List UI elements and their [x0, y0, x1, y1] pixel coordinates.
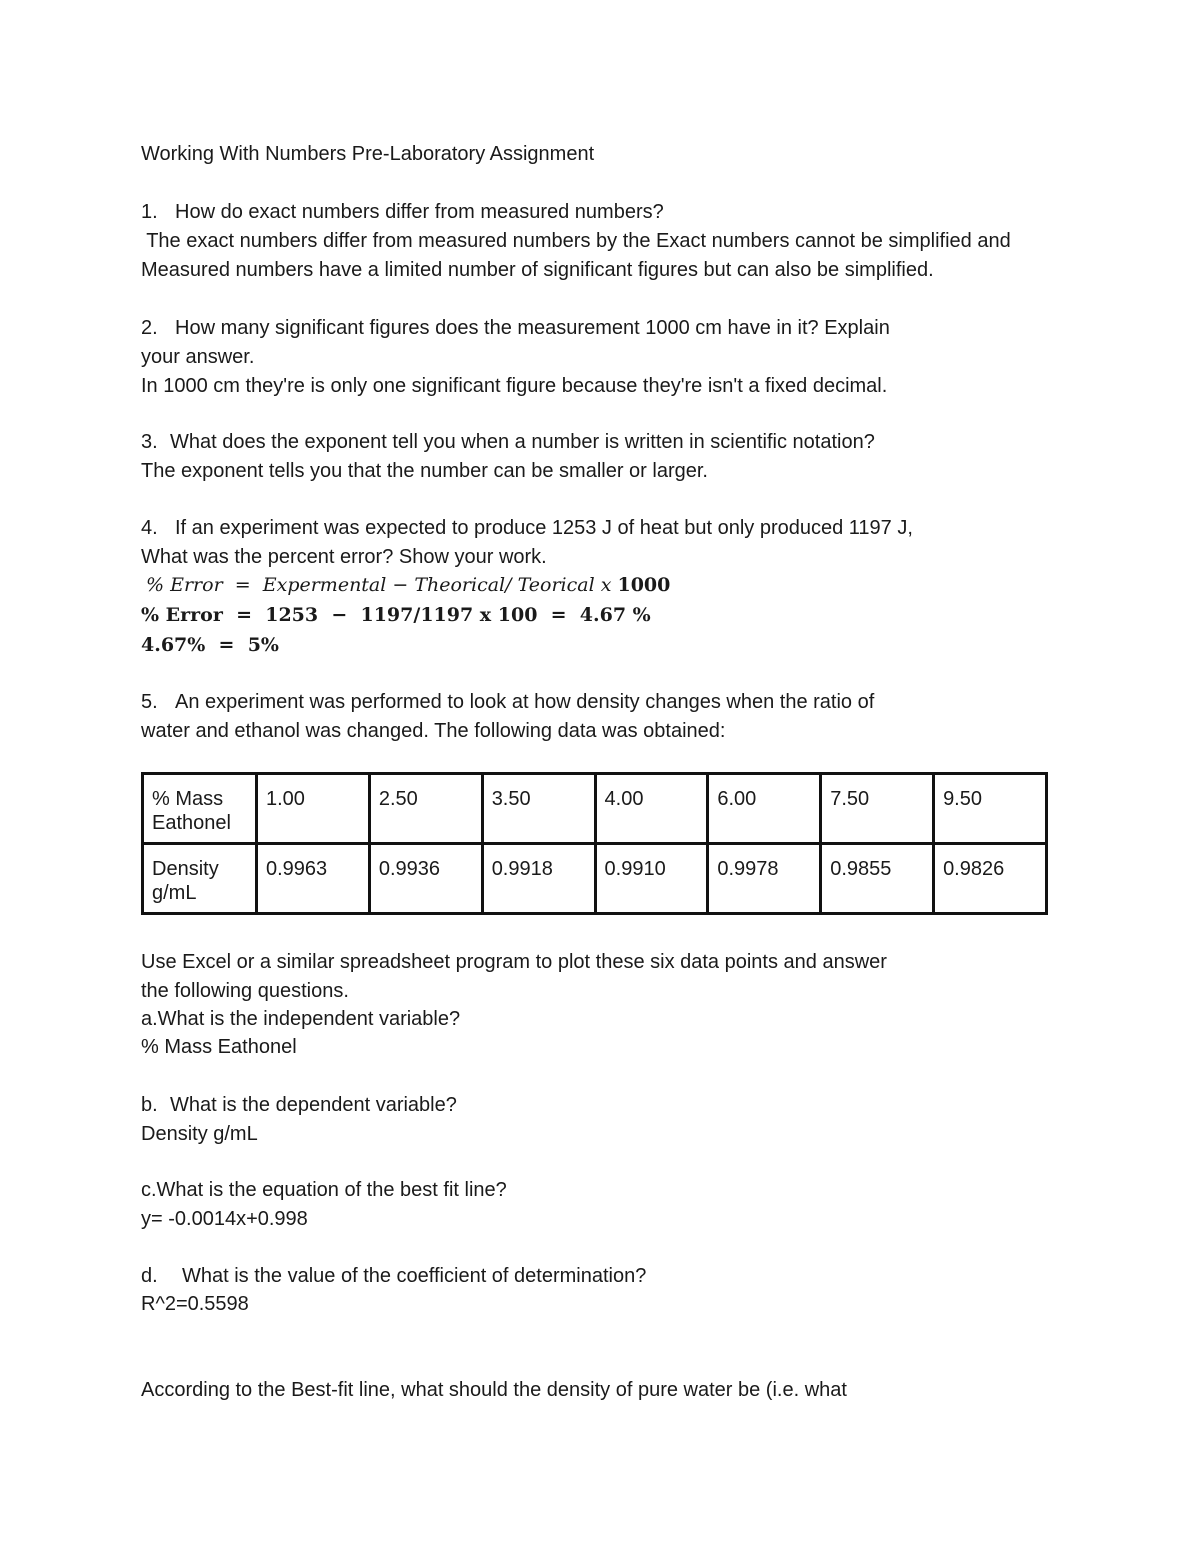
table-row-mass [143, 774, 1047, 844]
question-2-number: 2. [141, 317, 158, 339]
question-4-line-2: What was the percent error? Show your work. [141, 546, 547, 568]
question-5b-label: b. [141, 1094, 158, 1116]
question-5-text: An experiment was performed to look at how density changes when the ratio of [175, 691, 875, 713]
question-5c: c.What is the equation of the best fit line? [141, 1179, 507, 1201]
question-2-text: How many significant figures does the measurement 1000 cm have in it? Explain [175, 317, 890, 339]
percent-error-formula [146, 573, 670, 597]
question-5d-label: d. [141, 1265, 158, 1287]
question-5d-text: What is the value of the coefficient of determination? [182, 1265, 647, 1287]
table-row-label: Density g/mL [143, 844, 257, 914]
table-cell: 0.9918 [482, 844, 595, 914]
question-5a: a.What is the independent variable? [141, 1008, 461, 1030]
answer-1-line-1: The exact numbers differ from measured numbers by the Exact numbers cannot be simplified and [141, 230, 1011, 252]
percent-error-formula-multiplier: 1000 [617, 574, 671, 596]
answer-5b: Density g/mL [141, 1123, 258, 1145]
answer-2: In 1000 cm they're is only one significant figure because they're isn't a fixed decimal. [141, 375, 888, 397]
table-cell: 0.9963 [257, 844, 370, 914]
table-cell: 6.00 [708, 774, 821, 844]
question-1-text: How do exact numbers differ from measured numbers? [175, 201, 664, 223]
question-3-number: 3. [141, 431, 158, 453]
document-title: Working With Numbers Pre-Laboratory Assignment [141, 143, 595, 165]
table-cell: 0.9910 [595, 844, 708, 914]
question-1 [141, 200, 664, 224]
question-2 [141, 316, 890, 340]
percent-error-formula-text: % Error = Expermental − Theorical/ Teorical x [146, 574, 618, 596]
table-cell: 0.9855 [821, 844, 934, 914]
question-5-number: 5. [141, 691, 158, 713]
answer-1-line-2: Measured numbers have a limited number of significant figures but can also be simplified. [141, 259, 934, 281]
data-table [141, 772, 1048, 915]
final-question: According to the Best-fit line, what should the density of pure water be (i.e. what [141, 1379, 847, 1401]
answer-3: The exponent tells you that the number can be smaller or larger. [141, 460, 708, 482]
question-1-number: 1. [141, 201, 158, 223]
answer-5d: R^2=0.5598 [141, 1293, 249, 1315]
question-5b-text: What is the dependent variable? [170, 1094, 457, 1116]
table-cell: 3.50 [482, 774, 595, 844]
table-cell: 0.9936 [369, 844, 482, 914]
instruction-line-2: the following questions. [141, 980, 349, 1002]
table-cell: 0.9826 [934, 844, 1047, 914]
instruction-line-1: Use Excel or a similar spreadsheet program to plot these six data points and answer [141, 951, 887, 973]
table-cell: 2.50 [369, 774, 482, 844]
table-cell: 0.9978 [708, 844, 821, 914]
question-5-line-2: water and ethanol was changed. The following data was obtained: [141, 720, 726, 742]
table-cell: 7.50 [821, 774, 934, 844]
percent-error-calculation: % Error = 1253 − 1197/1197 x 100 = 4.67 % [141, 604, 651, 626]
table-cell: 4.00 [595, 774, 708, 844]
table-row-density [143, 844, 1047, 914]
question-5 [141, 690, 874, 714]
question-3-text: What does the exponent tell you when a number is written in scientific notation? [170, 431, 875, 453]
table-row-label: % Mass Eathonel [143, 774, 257, 844]
percent-error-rounded: 4.67% = 5% [141, 634, 279, 656]
question-3 [141, 430, 875, 454]
table-cell: 9.50 [934, 774, 1047, 844]
question-4 [141, 516, 913, 540]
question-5b [141, 1093, 457, 1117]
question-4-number: 4. [141, 517, 158, 539]
answer-5a: % Mass Eathonel [141, 1036, 297, 1058]
answer-5c: y= -0.0014x+0.998 [141, 1208, 308, 1230]
question-2-line-2: your answer. [141, 346, 255, 368]
table-cell: 1.00 [257, 774, 370, 844]
question-5d [141, 1264, 646, 1288]
question-4-text: If an experiment was expected to produce 1253 J of heat but only produced 1197 J, [175, 517, 913, 539]
